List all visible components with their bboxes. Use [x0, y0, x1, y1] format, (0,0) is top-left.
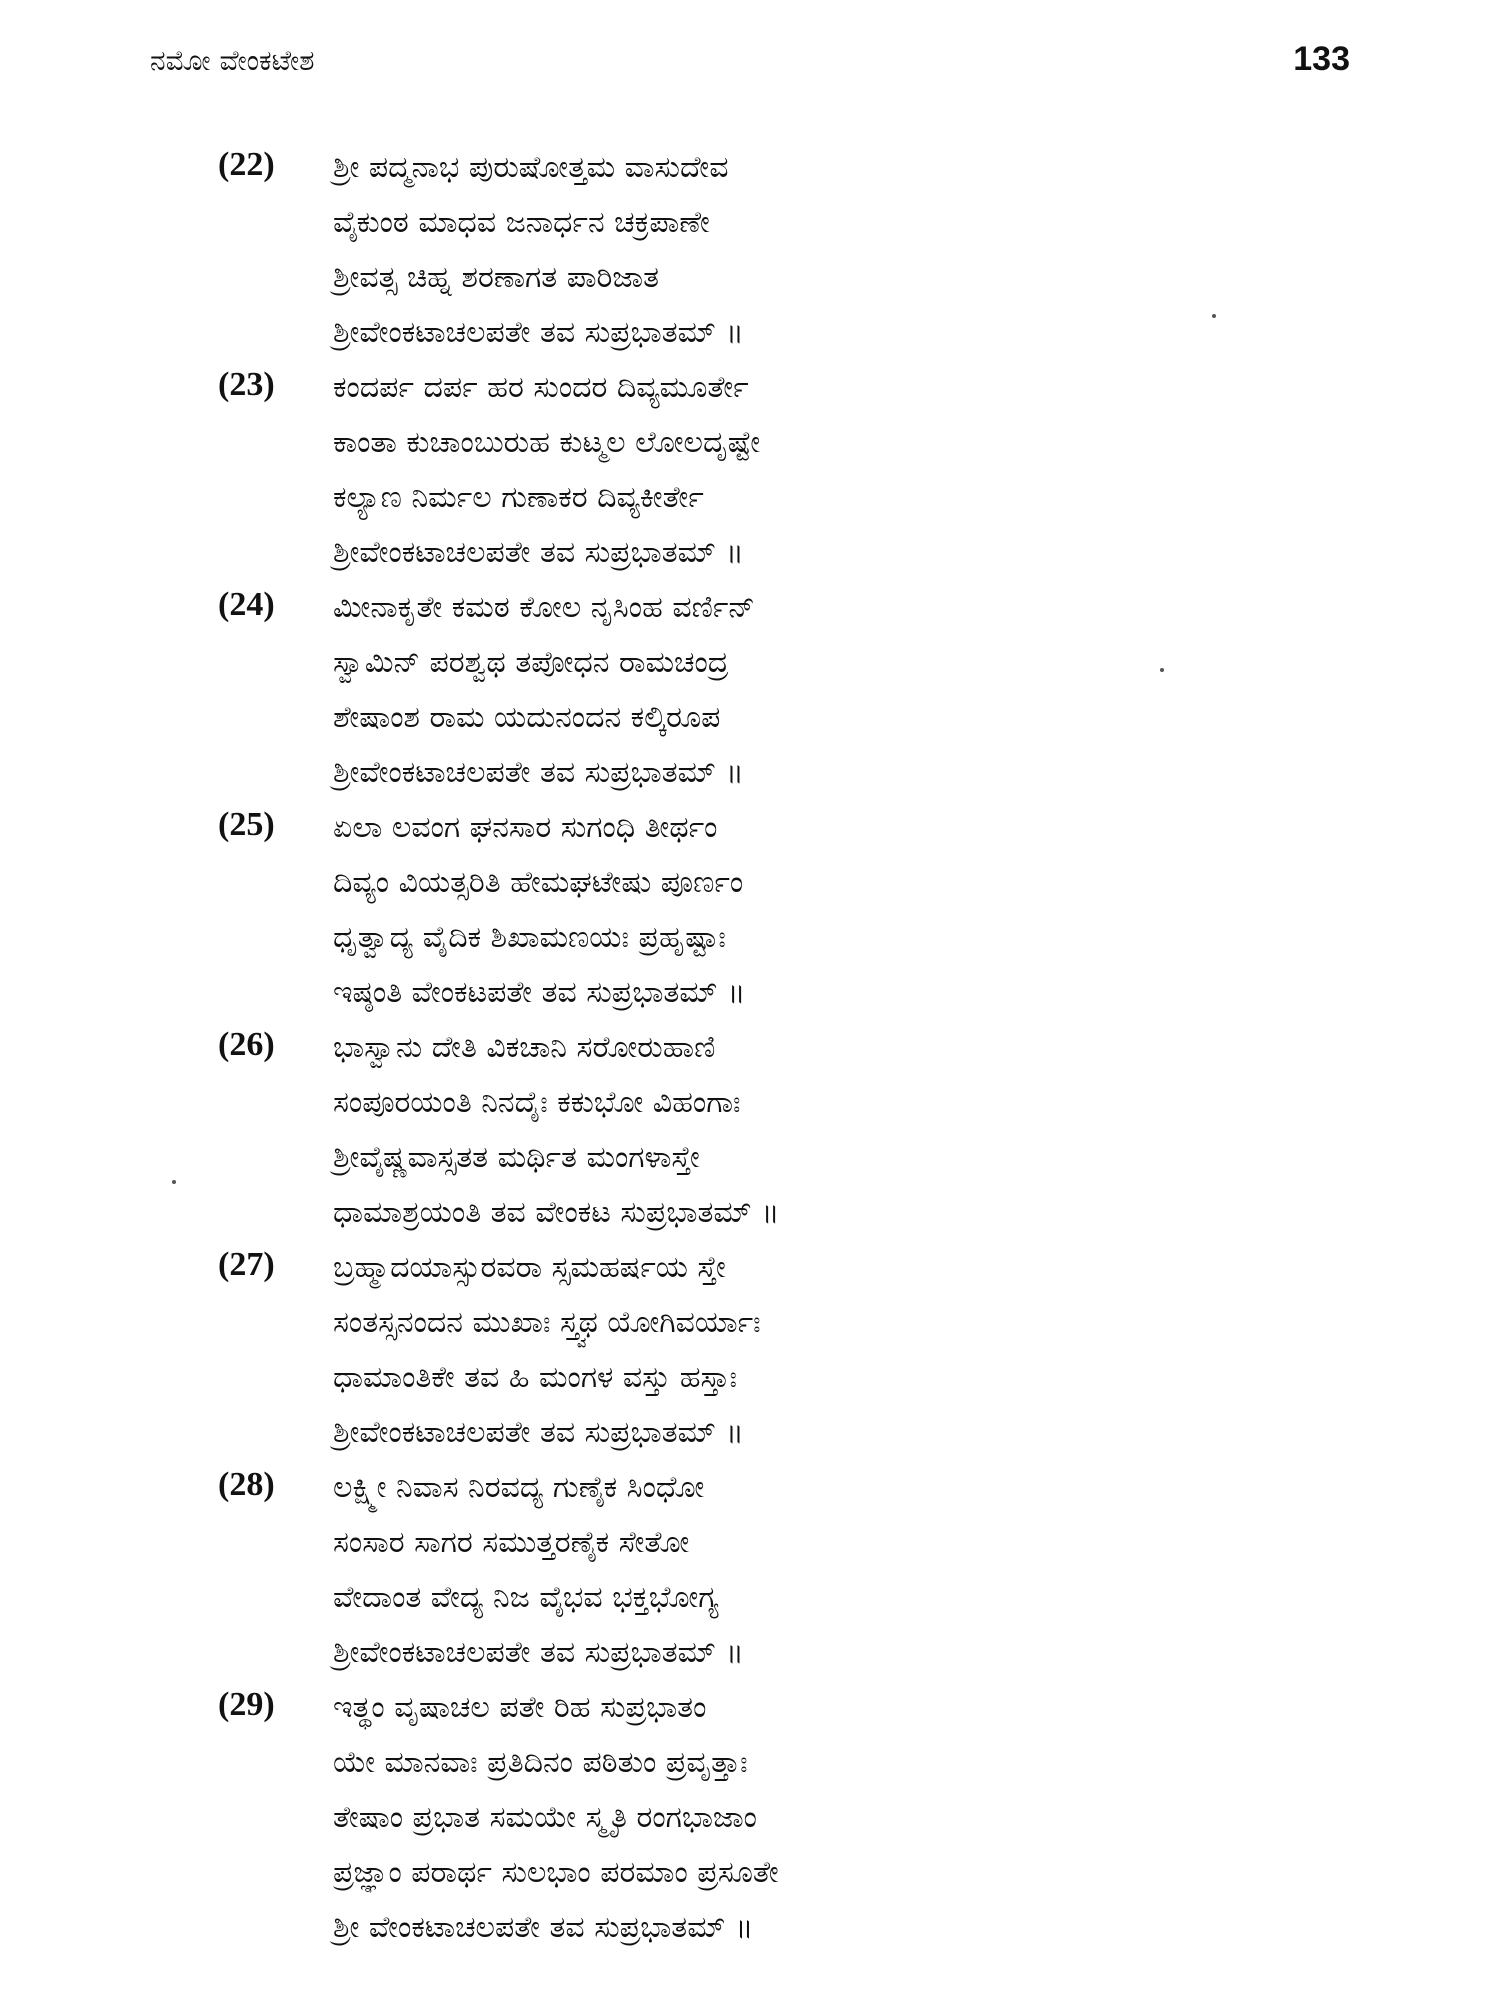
- verse: [218, 580, 1318, 800]
- verse-line: ಶ್ರೀ ಪದ್ಮನಾಭ ಪುರುಷೋತ್ತಮ ವಾಸುದೇವ: [333, 150, 729, 185]
- verse-number: (29): [218, 1686, 275, 1723]
- verse-number: (24): [218, 586, 275, 623]
- verse-lines: [333, 580, 755, 800]
- verse-line: ಯೇ ಮಾನವಾಃ ಪ್ರತಿದಿನಂ ಪಠಿತುಂ ಪ್ರವೃತ್ತಾಃ: [333, 1745, 748, 1780]
- scan-speck: [172, 1180, 176, 1184]
- verse-line: ಲಕ್ಷ್ಮೀ ನಿವಾಸ ನಿರವದ್ಯ ಗುಣೈಕ ಸಿಂಧೋ: [333, 1470, 705, 1505]
- verse-number: (28): [218, 1466, 275, 1503]
- verse-line: ಶ್ರೀವೇಂಕಟಾಚಲಪತೇ ತವ ಸುಪ್ರಭಾತಮ್ ॥: [333, 315, 744, 350]
- verse-line: ಭಾಸ್ವಾನು ದೇತಿ ವಿಕಚಾನಿ ಸರೋರುಹಾಣಿ: [333, 1030, 716, 1065]
- verse-line: ಕಲ್ಯಾಣ ನಿರ್ಮಲ ಗುಣಾಕರ ದಿವ್ಯಕೀರ್ತೇ: [333, 480, 704, 515]
- page-number: 133: [1293, 40, 1350, 78]
- scan-speck: [1160, 668, 1164, 672]
- verse-number: (22): [218, 146, 275, 183]
- verse-lines: [333, 140, 744, 360]
- verse-line: ಇಷ್ಠಂತಿ ವೇಂಕಟಪತೇ ತವ ಸುಪ್ರಭಾತಮ್ ॥: [333, 975, 746, 1010]
- verse-line: ಶ್ರೀವೇಂಕಟಾಚಲಪತೇ ತವ ಸುಪ್ರಭಾತಮ್ ॥: [333, 755, 744, 790]
- verse-line: ಬ್ರಹ್ಮಾದಯಾಸ್ಸುರವರಾ ಸ್ಸಮಹರ್ಷಯ ಸ್ತೇ: [333, 1250, 726, 1285]
- verse-line: ಕಾಂತಾ ಕುಚಾಂಬುರುಹ ಕುಟ್ಮಲ ಲೋಲದೃಷ್ಟೇ: [333, 425, 761, 460]
- verse-line: ಮೀನಾಕೃತೇ ಕಮಠ ಕೋಲ ನೃಸಿಂಹ ವರ್ಣಿನ್: [333, 590, 755, 625]
- verse: [218, 1460, 1318, 1680]
- verse: [218, 1240, 1318, 1460]
- verse-line: ವೈಕುಂಠ ಮಾಧವ ಜನಾರ್ಧನ ಚಕ್ರಪಾಣೇ: [333, 205, 710, 240]
- verse-line: ಶ್ರೀವೇಂಕಟಾಚಲಪತೇ ತವ ಸುಪ್ರಭಾತಮ್ ॥: [333, 1415, 744, 1450]
- verse-line: ಸ್ವಾಮಿನ್ ಪರಶ್ವಥ ತಪೋಧನ ರಾಮಚಂದ್ರ: [333, 645, 729, 680]
- verse-number: (23): [218, 366, 275, 403]
- verse-line: ಧಾಮಾಶ್ರಯಂತಿ ತವ ವೇಂಕಟ ಸುಪ್ರಭಾತಮ್ ॥: [333, 1195, 780, 1230]
- verse-lines: [333, 1680, 779, 1955]
- verse: [218, 140, 1318, 360]
- verse-line: ಧೃತ್ವಾದ್ಯ ವೈದಿಕ ಶಿಖಾಮಣಯಃ ಪ್ರಹೃಷ್ಟಾಃ: [333, 920, 726, 955]
- verse-number: (26): [218, 1026, 275, 1063]
- verse-line: ಸಂತಸ್ಸನಂದನ ಮುಖಾಃ ಸ್ತ್ವಥ ಯೋಗಿವರ್ಯಾಃ: [333, 1305, 761, 1340]
- verse-line: ಸಂಸಾರ ಸಾಗರ ಸಮುತ್ತರಣೈಕ ಸೇತೋ: [333, 1525, 690, 1560]
- verse-lines: [333, 1020, 779, 1240]
- verse-list: [218, 140, 1318, 1970]
- scan-speck: [1212, 314, 1216, 318]
- verse: [218, 800, 1318, 1020]
- verse-line: ಕಂದರ್ಪ ದರ್ಪ ಹರ ಸುಂದರ ದಿವ್ಯಮೂರ್ತೇ: [333, 370, 749, 405]
- verse: [218, 1020, 1318, 1240]
- verse-line: ಶ್ರೀವೇಂಕಟಾಚಲಪತೇ ತವ ಸುಪ್ರಭಾತಮ್ ॥: [333, 1635, 744, 1670]
- verse-line: ವೇದಾಂತ ವೇದ್ಯ ನಿಜ ವೈಭವ ಭಕ್ತಭೋಗ್ಯ: [333, 1580, 719, 1615]
- verse-line: ಶ್ರೀ ವೇಂಕಟಾಚಲಪತೇ ತವ ಸುಪ್ರಭಾತಮ್ ॥: [333, 1910, 754, 1945]
- verse-lines: [333, 1460, 744, 1680]
- verse-lines: [333, 360, 760, 580]
- verse-number: (27): [218, 1246, 275, 1283]
- verse-line: ಏಲಾ ಲವಂಗ ಘನಸಾರ ಸುಗಂಧಿ ತೀರ್ಥಂ: [333, 810, 718, 845]
- verse-line: ಶ್ರೀವೈಷ್ಣವಾಸ್ಸತತ ಮರ್ಥಿತ ಮಂಗಳಾಸ್ತೇ: [333, 1140, 700, 1175]
- verse: [218, 1680, 1318, 1970]
- verse: [218, 360, 1318, 580]
- verse-line: ದಿವ್ಯಂ ವಿಯತ್ಸರಿತಿ ಹೇಮಘಟೇಷು ಪೂರ್ಣಂ: [333, 865, 744, 900]
- verse-line: ಸಂಪೂರಯಂತಿ ನಿನದೈಃ ಕಕುಭೋ ವಿಹಂಗಾಃ: [333, 1085, 741, 1120]
- verse-number: (25): [218, 806, 275, 843]
- verse-line: ಶೇಷಾಂಶ ರಾಮ ಯದುನಂದನ ಕಲ್ಕಿರೂಪ: [333, 700, 721, 735]
- verse-line: ತೇಷಾಂ ಪ್ರಭಾತ ಸಮಯೇ ಸ್ಮೃತಿ ರಂಗಭಾಜಾಂ: [333, 1800, 757, 1835]
- verse-lines: [333, 1240, 761, 1460]
- page-header: [150, 40, 1350, 90]
- verse-line: ಧಾಮಾಂತಿಕೇ ತವ ಹಿ ಮಂಗಳ ವಸ್ತು ಹಸ್ತಾಃ: [333, 1360, 738, 1395]
- verse-line: ಶ್ರೀವತ್ಸ ಚಿಹ್ನ ಶರಣಾಗತ ಪಾರಿಜಾತ: [333, 260, 660, 295]
- verse-line: ಇತ್ಥಂ ವೃಷಾಚಲ ಪತೇ ರಿಹ ಸುಪ್ರಭಾತಂ: [333, 1690, 707, 1725]
- verse-line: ಪ್ರಜ್ಞಾಂ ಪರಾರ್ಥ ಸುಲಭಾಂ ಪರಮಾಂ ಪ್ರಸೂತೇ: [333, 1855, 779, 1890]
- running-title: ನಮೋ ವೇಂಕಟೇಶ: [150, 44, 315, 77]
- verse-line: ಶ್ರೀವೇಂಕಟಾಚಲಪತೇ ತವ ಸುಪ್ರಭಾತಮ್ ॥: [333, 535, 744, 570]
- verse-lines: [333, 800, 745, 1020]
